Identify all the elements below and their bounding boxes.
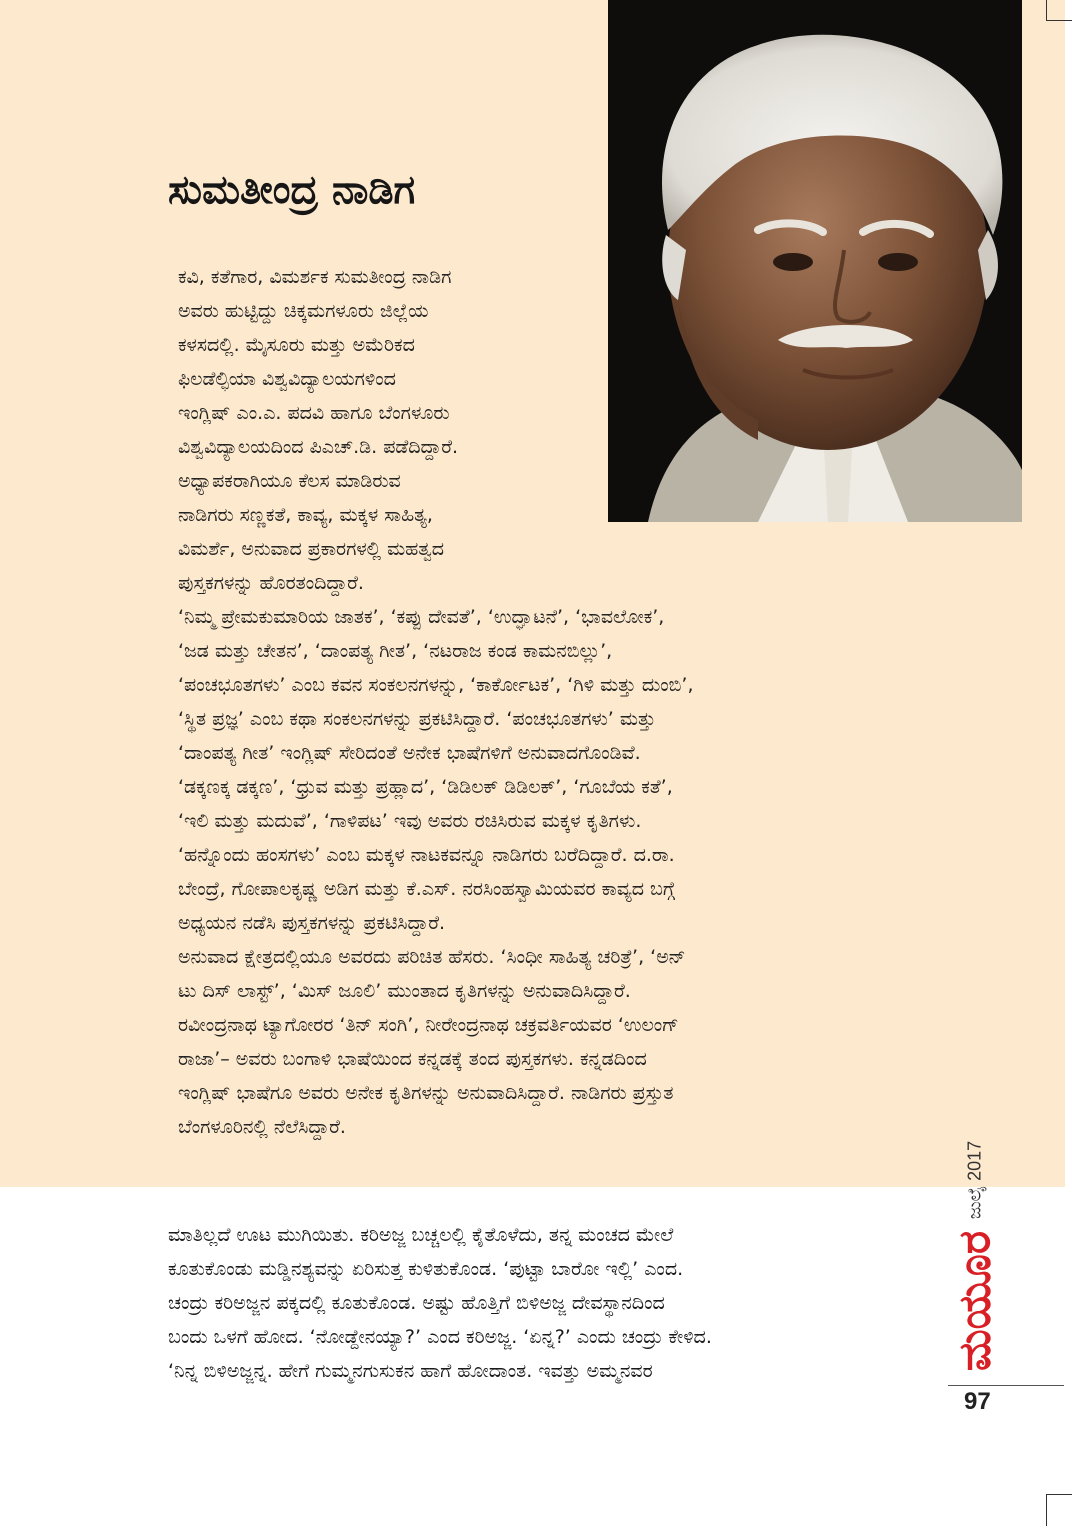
author-portrait [608, 0, 1022, 522]
footer-rule [948, 1385, 1064, 1386]
article-line: ಕವಿ, ಕತೆಗಾರ, ವಿಮರ್ಶಕ ಸುಮತೀಂದ್ರ ನಾಡಿಗ [178, 266, 452, 288]
crop-mark-bottom [1046, 1494, 1072, 1526]
article-line: ‘ಜಡ ಮತ್ತು ಚೇತನ’, ‘ದಾಂಪತ್ಯ ಗೀತ’, ‘ನಟರಾಜ ಕಂಡ ಕಾಮನಬಿಲ್ಲು’, [178, 640, 613, 662]
article-line: ಪುಸ್ತಕಗಳನ್ನು ಹೊರತಂದಿದ್ದಾರೆ. [178, 572, 364, 594]
article-line: ನಾಡಿಗರು ಸಣ್ಣಕತೆ, ಕಾವ್ಯ, ಮಕ್ಕಳ ಸಾಹಿತ್ಯ, [178, 504, 433, 526]
article-line: ಅನುವಾದ ಕ್ಷೇತ್ರದಲ್ಲಿಯೂ ಅವರದು ಪರಿಚಿತ ಹೆಸರು. ‘ಸಿಂಧೀ ಸಾಹಿತ್ಯ ಚರಿತ್ರೆ’, ‘ಅನ್ [178, 946, 686, 968]
issue-date: ಜುಲೈ 2017 [964, 1140, 985, 1220]
article-line: ಇಂಗ್ಲಿಷ್ ಎಂ.ಎ. ಪದವಿ ಹಾಗೂ ಬೆಂಗಳೂರು [178, 402, 450, 424]
article-line: ‘ಡಕ್ಕಣಕ್ಕ ಡಕ್ಕಣ’, ‘ಧ್ರುವ ಮತ್ತು ಪ್ರಹ್ಲಾದ’, ‘ಡಿಡಿಲಕ್ ಡಿಡಿಲಕ್’, ‘ಗೂಬೆಯ ಕತೆ’, [178, 776, 673, 798]
article-line: ಕಳಸದಲ್ಲಿ. ಮೈಸೂರು ಮತ್ತು ಅಮೆರಿಕದ [178, 334, 415, 356]
article-line: ಬೆಂಗಳೂರಿನಲ್ಲಿ ನೆಲೆಸಿದ್ದಾರೆ. [178, 1116, 346, 1138]
story-line: ‘ನಿನ್ನ ಬಿಳಿಅಜ್ಜನ್ನ. ಹೇಗೆ ಗುಮ್ಮನಗುಸುಕನ ಹಾಗೆ ಹೋದಾಂತ. ಇವತ್ತು ಅಮ್ಮನವರ [168, 1360, 653, 1382]
article-line: ಬೇಂದ್ರೆ, ಗೋಪಾಲಕೃಷ್ಣ ಅಡಿಗ ಮತ್ತು ಕೆ.ಎಸ್. ನರಸಿಂಹಸ್ವಾಮಿಯವರ ಕಾವ್ಯದ ಬಗ್ಗೆ [178, 878, 675, 900]
article-line: ‘ದಾಂಪತ್ಯ ಗೀತ’ ಇಂಗ್ಲಿಷ್ ಸೇರಿದಂತೆ ಅನೇಕ ಭಾಷೆಗಳಿಗೆ ಅನುವಾದಗೊಂಡಿವೆ. [178, 742, 641, 764]
article-line: ಅಧ್ಯಾಪಕರಾಗಿಯೂ ಕೆಲಸ ಮಾಡಿರುವ [178, 470, 401, 492]
article-title: ಸುಮತೀಂದ್ರ ನಾಡಿಗ [168, 167, 416, 213]
article-line: ಟು ದಿಸ್ ಲಾಸ್ಟ್’, ‘ಮಿಸ್ ಜೂಲಿ’ ಮುಂತಾದ ಕೃತಿಗಳನ್ನು ಅನುವಾದಿಸಿದ್ದಾರೆ. [178, 980, 631, 1002]
magazine-logo: ಮಯೂರ [949, 1230, 1001, 1372]
article-line: ‘ಇಲಿ ಮತ್ತು ಮದುವೆ’, ‘ಗಾಳಿಪಟ’ ಇವು ಅವರು ರಚಿಸಿರುವ ಮಕ್ಕಳ ಕೃತಿಗಳು. [178, 810, 642, 832]
article-line: ‘ಪಂಚಭೂತಗಳು’ ಎಂಬ ಕವನ ಸಂಕಲನಗಳನ್ನು, ‘ಕಾರ್ಕೋಟಕ’, ‘ಗಿಳಿ ಮತ್ತು ದುಂಬಿ’, [178, 674, 694, 696]
article-line: ‘ನಿಮ್ಮ ಪ್ರೇಮಕುಮಾರಿಯ ಜಾತಕ’, ‘ಕಪ್ಪು ದೇವತೆ’, ‘ಉದ್ಘಾಟನೆ’, ‘ಭಾವಲೋಕ’, [178, 606, 665, 628]
page-number: 97 [964, 1388, 991, 1415]
story-line: ಬಂದು ಒಳಗೆ ಹೋದ. ‘ನೋಡ್ದೇನಯ್ಯಾ?’ ಎಂದ ಕರಿಅಜ್ಜ. ‘ಏನ್ನ?’ ಎಂದು ಚಂದ್ರು ಕೇಳಿದ. [168, 1326, 712, 1348]
article-line: ವಿಶ್ವವಿದ್ಯಾಲಯದಿಂದ ಪಿಎಚ್.ಡಿ. ಪಡೆದಿದ್ದಾರೆ. [178, 436, 459, 458]
article-line: ಅವರು ಹುಟ್ಟಿದ್ದು ಚಿಕ್ಕಮಗಳೂರು ಜಿಲ್ಲೆಯ [178, 300, 429, 322]
article-line: ವಿಮರ್ಶೆ, ಅನುವಾದ ಪ್ರಕಾರಗಳಲ್ಲಿ ಮಹತ್ವದ [178, 538, 445, 560]
story-line: ಚಂದ್ರು ಕರಿಅಜ್ಜನ ಪಕ್ಕದಲ್ಲಿ ಕೂತುಕೊಂಡ. ಅಷ್ಟು ಹೊತ್ತಿಗೆ ಬಿಳಿಅಜ್ಜ ದೇವಸ್ಥಾನದಿಂದ [168, 1292, 665, 1314]
article-line: ರವೀಂದ್ರನಾಥ ಟ್ಯಾಗೋರರ ‘ತಿನ್ ಸಂಗಿ’, ನೀರೇಂದ್ರನಾಥ ಚಕ್ರವರ್ತಿಯವರ ‘ಉಲಂಗ್ [178, 1014, 679, 1036]
article-line: ಇಂಗ್ಲಿಷ್ ಭಾಷೆಗೂ ಅವರು ಅನೇಕ ಕೃತಿಗಳನ್ನು ಅನುವಾದಿಸಿದ್ದಾರೆ. ನಾಡಿಗರು ಪ್ರಸ್ತುತ [178, 1082, 674, 1104]
article-line: ‘ಹನ್ನೊಂದು ಹಂಸಗಳು’ ಎಂಬ ಮಕ್ಕಳ ನಾಟಕವನ್ನೂ ನಾಡಿಗರು ಬರೆದಿದ್ದಾರೆ. ದ.ರಾ. [178, 844, 675, 866]
story-line: ಮಾತಿಲ್ಲದೆ ಊಟ ಮುಗಿಯಿತು. ಕರಿಅಜ್ಜ ಬಚ್ಚಲಲ್ಲಿ ಕೈತೊಳೆದು, ತನ್ನ ಮಂಚದ ಮೇಲೆ [168, 1224, 674, 1246]
story-line: ಕೂತುಕೊಂಡು ಮಡ್ಡಿನಶ್ಯವನ್ನು ಏರಿಸುತ್ತ ಕುಳಿತುಕೊಂಡ. ‘ಪುಟ್ಟಾ ಬಾರೋ ಇಲ್ಲಿ’ ಎಂದ. [168, 1258, 684, 1280]
article-line: ‘ಸ್ಥಿತ ಪ್ರಜ್ಞ’ ಎಂಬ ಕಥಾ ಸಂಕಲನಗಳನ್ನು ಪ್ರಕಟಿಸಿದ್ದಾರೆ. ‘ಪಂಚಭೂತಗಳು’ ಮತ್ತು [178, 708, 656, 730]
article-line: ಅಧ್ಯಯನ ನಡೆಸಿ ಪುಸ್ತಕಗಳನ್ನು ಪ್ರಕಟಿಸಿದ್ದಾರೆ. [178, 912, 446, 934]
article-line: ರಾಜಾ’– ಅವರು ಬಂಗಾಳಿ ಭಾಷೆಯಿಂದ ಕನ್ನಡಕ್ಕೆ ತಂದ ಪುಸ್ತಕಗಳು. ಕನ್ನಡದಿಂದ [178, 1048, 647, 1070]
crop-mark-top [1046, 0, 1072, 21]
article-line: ಫಿಲಡೆಲ್ಫಿಯಾ ವಿಶ್ವವಿದ್ಯಾಲಯಗಳಿಂದ [178, 368, 396, 390]
